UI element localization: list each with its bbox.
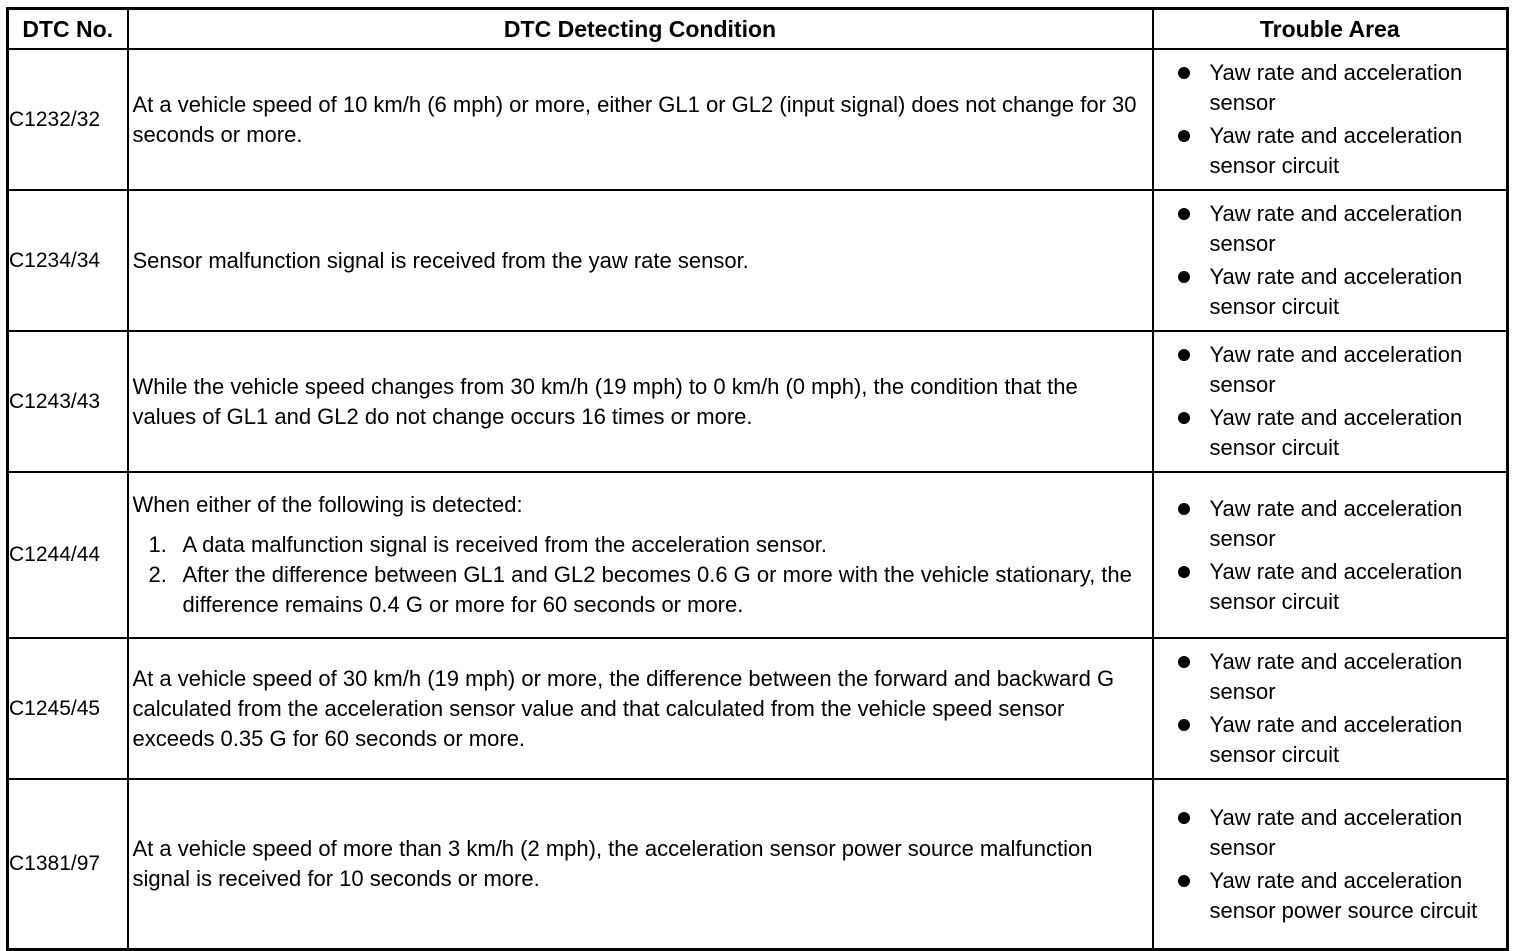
trouble-area-item: Yaw rate and acceleration sensor xyxy=(1178,803,1503,863)
dtc-code: C1234/34 xyxy=(8,190,128,331)
detecting-condition: At a vehicle speed of 30 km/h (19 mph) or more, the difference between the forward and backward G calculated from the acceleration sensor value and that calculated from the vehicle speed sensor exceeds 0.35 G for 60 seconds or more. xyxy=(128,638,1153,779)
condition-intro: When either of the following is detected: xyxy=(132,492,523,517)
trouble-area-item: Yaw rate and acceleration sensor xyxy=(1178,199,1503,259)
trouble-area-item: Yaw rate and acceleration sensor xyxy=(1178,494,1503,554)
header-condition: DTC Detecting Condition xyxy=(128,9,1153,50)
detecting-condition: Sensor malfunction signal is received from the yaw rate sensor. xyxy=(128,190,1153,331)
trouble-area-item: Yaw rate and acceleration sensor circuit xyxy=(1178,557,1503,617)
dtc-code: C1245/45 xyxy=(8,638,128,779)
header-trouble-area: Trouble Area xyxy=(1153,9,1508,50)
table-row xyxy=(8,190,1508,331)
bullet-icon xyxy=(1178,208,1190,220)
table-row xyxy=(8,472,1508,638)
header-dtc-no: DTC No. xyxy=(8,9,128,50)
trouble-area-item: Yaw rate and acceleration sensor xyxy=(1178,58,1503,118)
condition-list xyxy=(133,530,1144,620)
trouble-area xyxy=(1153,638,1508,779)
dtc-code: C1381/97 xyxy=(8,779,128,950)
bullet-icon xyxy=(1178,349,1190,361)
trouble-area xyxy=(1153,331,1508,472)
table-row xyxy=(8,638,1508,779)
condition-list-item: 1. A data malfunction signal is received from the acceleration sensor. xyxy=(183,530,1144,560)
detecting-condition: At a vehicle speed of 10 km/h (6 mph) or more, either GL1 or GL2 (input signal) does not change for 30 seconds or more. xyxy=(128,49,1153,190)
bullet-icon xyxy=(1178,412,1190,424)
bullet-icon xyxy=(1178,503,1190,515)
bullet-icon xyxy=(1178,875,1190,887)
bullet-icon xyxy=(1178,656,1190,668)
trouble-area-item: Yaw rate and acceleration sensor circuit xyxy=(1178,710,1503,770)
detecting-condition: While the vehicle speed changes from 30 km/h (19 mph) to 0 km/h (0 mph), the condition that the values of GL1 and GL2 do not change occurs 16 times or more. xyxy=(128,331,1153,472)
condition-list-item: 2. After the difference between GL1 and GL2 becomes 0.6 G or more with the vehicle stationary, the difference remains 0.4 G or more for 60 seconds or more. xyxy=(148,562,1132,617)
list-number: 2. xyxy=(148,562,167,587)
table-row xyxy=(8,331,1508,472)
bullet-icon xyxy=(1178,67,1190,79)
trouble-area-item: Yaw rate and acceleration sensor circuit xyxy=(1178,262,1503,322)
dtc-code: C1243/43 xyxy=(8,331,128,472)
header-row xyxy=(8,9,1508,50)
bullet-icon xyxy=(1178,566,1190,578)
trouble-area xyxy=(1153,472,1508,638)
trouble-area-item: Yaw rate and acceleration sensor circuit xyxy=(1178,403,1503,463)
trouble-area-item: Yaw rate and acceleration sensor xyxy=(1178,647,1503,707)
trouble-area xyxy=(1153,779,1508,950)
trouble-area xyxy=(1153,190,1508,331)
bullet-icon xyxy=(1178,719,1190,731)
bullet-icon xyxy=(1178,130,1190,142)
list-number: 1. xyxy=(148,532,167,557)
bullet-icon xyxy=(1178,271,1190,283)
table-row xyxy=(8,779,1508,950)
dtc-code: C1232/32 xyxy=(8,49,128,190)
detecting-condition xyxy=(128,472,1153,638)
dtc-code: C1244/44 xyxy=(8,472,128,638)
trouble-area-item: Yaw rate and acceleration sensor circuit xyxy=(1178,121,1503,181)
bullet-icon xyxy=(1178,812,1190,824)
trouble-area xyxy=(1153,49,1508,190)
table-row xyxy=(8,49,1508,190)
trouble-area-item: Yaw rate and acceleration sensor xyxy=(1178,340,1503,400)
detecting-condition: At a vehicle speed of more than 3 km/h (2 mph), the acceleration sensor power source malfunction signal is received for 10 seconds or more. xyxy=(128,779,1153,950)
trouble-area-item: Yaw rate and acceleration sensor power source circuit xyxy=(1178,866,1503,926)
dtc-table xyxy=(6,7,1509,951)
